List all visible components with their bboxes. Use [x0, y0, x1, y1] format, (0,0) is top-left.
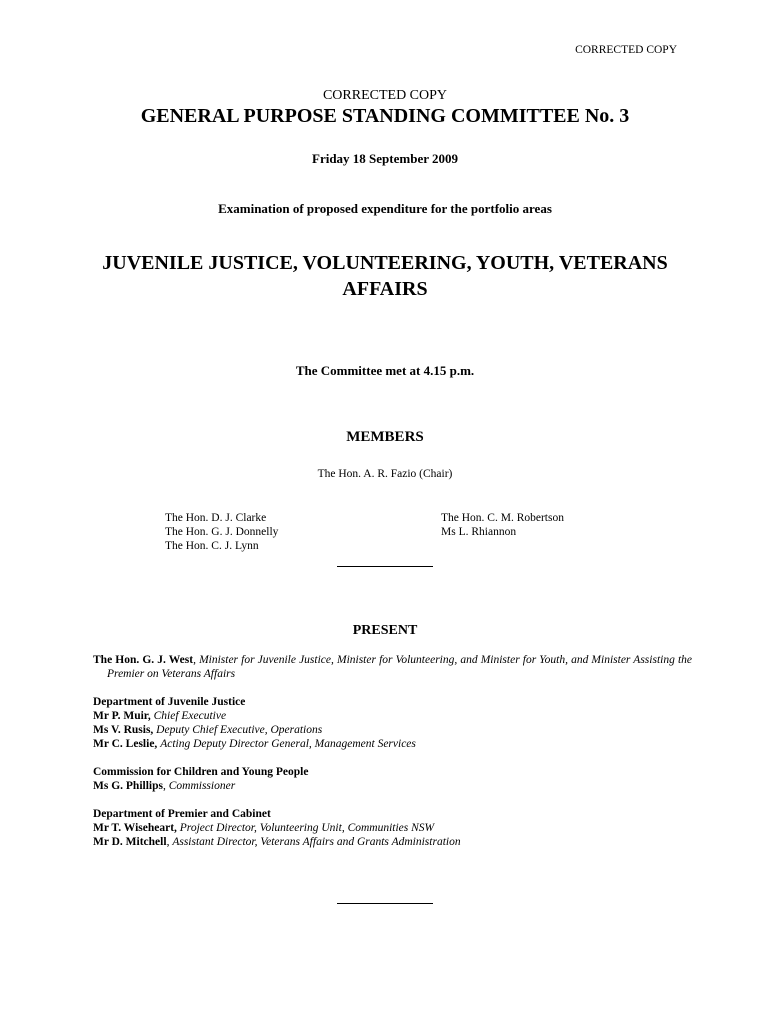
present-heading: PRESENT [352, 623, 418, 638]
member-name: Ms L. Rhiannon [441, 526, 517, 538]
committee-title: GENERAL PURPOSE STANDING COMMITTEE No. 3 [140, 105, 630, 127]
portfolio-title-line2: AFFAIRS [342, 278, 428, 300]
chair-member: The Hon. A. R. Fazio (Chair) [317, 468, 453, 480]
witness-row [93, 737, 678, 751]
witness-role: Deputy Chief Executive, Operations [156, 724, 323, 736]
member-name: The Hon. C. M. Robertson [441, 512, 564, 524]
witness-role: Commissioner [168, 780, 236, 792]
corrected-copy-label: CORRECTED COPY [322, 88, 448, 103]
witness-name: Ms V. Rusis, [93, 724, 154, 736]
header-corrected-copy: CORRECTED COPY [575, 44, 677, 56]
witness-org: Department of Premier and Cabinet [93, 808, 271, 820]
members-left-column [165, 511, 278, 553]
witness-row [93, 709, 678, 723]
witness-name: Mr T. Wiseheart, [93, 822, 177, 834]
members-heading: MEMBERS [346, 429, 424, 445]
witness-name: Mr P. Muir, [93, 710, 151, 722]
witness-role: Assistant Director, Veterans Affairs and Grants Administration [172, 836, 461, 848]
member-name: The Hon. C. J. Lynn [165, 540, 259, 552]
witness-group [93, 765, 678, 793]
witness-row [93, 723, 678, 737]
witness-name: Mr D. Mitchell [93, 836, 167, 848]
members-right-column [441, 511, 564, 539]
witness-role: Acting Deputy Director General, Management Services [160, 738, 416, 750]
witness-role: Chief Executive [153, 710, 227, 722]
witness-role: Project Director, Volunteering Unit, Communities NSW [179, 822, 435, 834]
witness-row [93, 821, 678, 835]
witness-row: Mr D. Mitchell, Assistant Director, Veterans Affairs and Grants Administration [93, 836, 461, 848]
section-divider [337, 566, 433, 567]
witness-name: Ms G. Phillips [93, 780, 163, 792]
witness-name: Mr C. Leslie, [93, 738, 158, 750]
witness-row: Ms G. Phillips, Commissioner [93, 780, 236, 792]
member-name: The Hon. D. J. Clarke [165, 512, 267, 524]
witness-org: Commission for Children and Young People [93, 766, 309, 778]
witness-group [93, 807, 678, 849]
portfolio-title [80, 250, 690, 302]
meeting-time: The Committee met at 4.15 p.m. [295, 363, 475, 378]
minister-entry: The Hon. G. J. West, Minister for Juvenile Justice, Minister for Volunteering, and Minister for Youth, and Minister Assisting the Premier on Veterans Affairs [93, 654, 692, 680]
minister-name: The Hon. G. J. West [93, 654, 194, 666]
minister-role: Minister for Juvenile Justice, Minister for Volunteering, and Minister for Youth, and Minister Assisting the Premier on Veterans Affairs [107, 654, 692, 680]
portfolio-title-line1: JUVENILE JUSTICE, VOLUNTEERING, YOUTH, VETERANS [102, 252, 668, 274]
member-name: The Hon. G. J. Donnelly [165, 526, 279, 538]
hearing-date: Friday 18 September 2009 [312, 151, 458, 166]
examination-heading: Examination of proposed expenditure for the portfolio areas [218, 201, 552, 216]
witness-org: Department of Juvenile Justice [93, 696, 246, 708]
section-divider [337, 903, 433, 904]
witness-group [93, 695, 678, 751]
